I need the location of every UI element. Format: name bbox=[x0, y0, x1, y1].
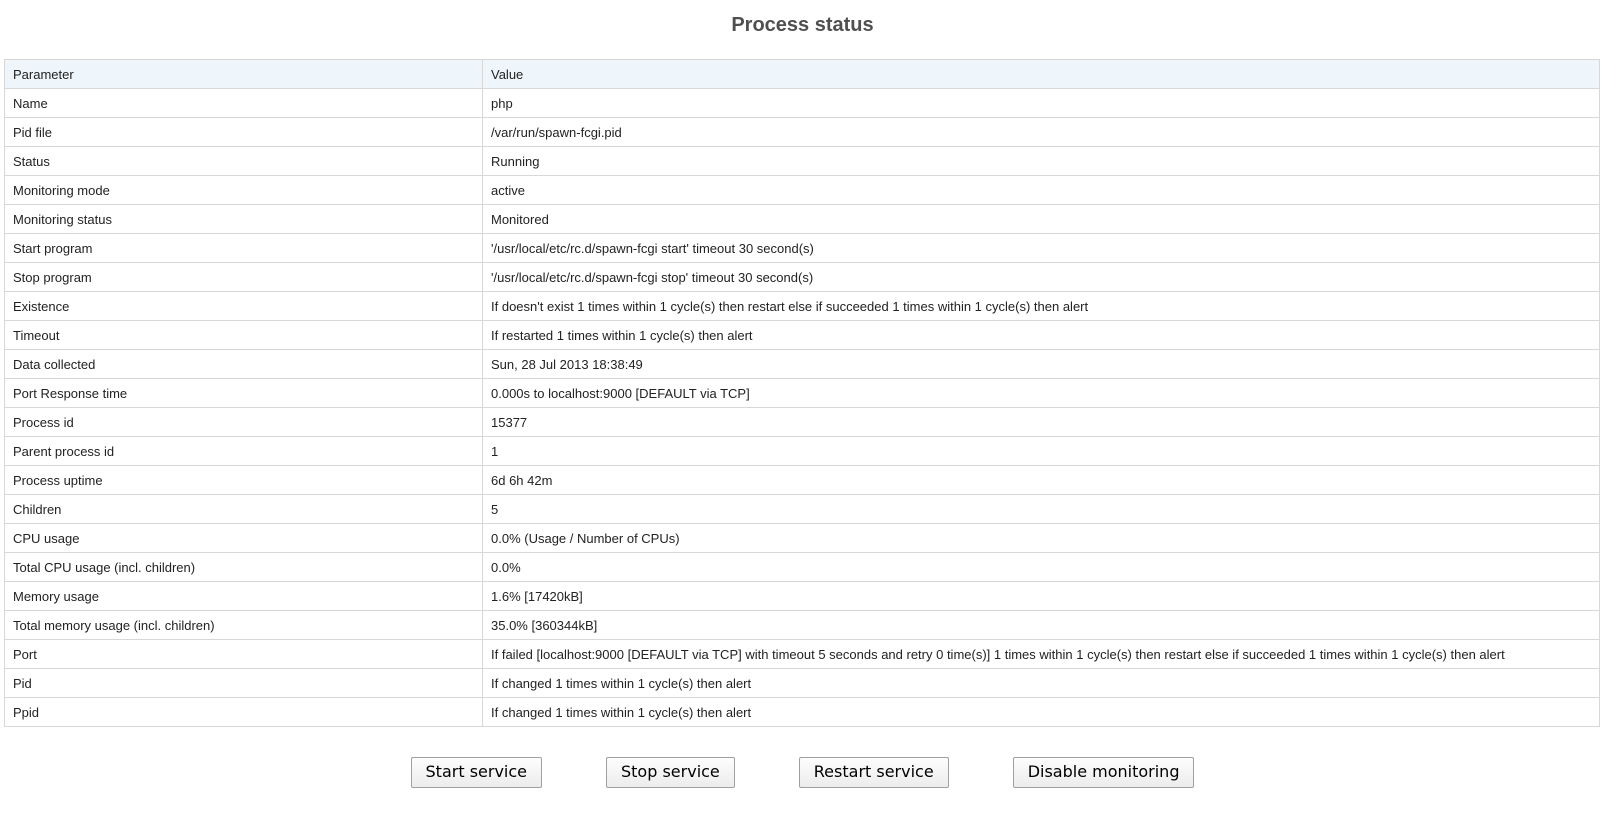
row-value: active bbox=[483, 176, 1600, 205]
row-parameter: Pid bbox=[5, 669, 483, 698]
table-row bbox=[5, 553, 1600, 582]
row-parameter: Monitoring mode bbox=[5, 176, 483, 205]
table-row bbox=[5, 582, 1600, 611]
row-value: '/usr/local/etc/rc.d/spawn-fcgi start' timeout 30 second(s) bbox=[483, 234, 1600, 263]
row-parameter: Name bbox=[5, 89, 483, 118]
table-row bbox=[5, 292, 1600, 321]
row-parameter: Ppid bbox=[5, 698, 483, 727]
row-value: Sun, 28 Jul 2013 18:38:49 bbox=[483, 350, 1600, 379]
row-value: '/usr/local/etc/rc.d/spawn-fcgi stop' timeout 30 second(s) bbox=[483, 263, 1600, 292]
row-value: 1 bbox=[483, 437, 1600, 466]
row-parameter: Monitoring status bbox=[5, 205, 483, 234]
row-value: If doesn't exist 1 times within 1 cycle(s) then restart else if succeeded 1 times within 1 cycle(s) then alert bbox=[483, 292, 1600, 321]
table-row bbox=[5, 176, 1600, 205]
row-value: 5 bbox=[483, 495, 1600, 524]
row-parameter: Stop program bbox=[5, 263, 483, 292]
restart-service-button[interactable]: Restart service bbox=[799, 757, 949, 788]
table-row bbox=[5, 147, 1600, 176]
row-parameter: Port bbox=[5, 640, 483, 669]
table-row bbox=[5, 408, 1600, 437]
row-value: If changed 1 times within 1 cycle(s) then alert bbox=[483, 669, 1600, 698]
row-parameter: Total CPU usage (incl. children) bbox=[5, 553, 483, 582]
row-value: If failed [localhost:9000 [DEFAULT via TCP] with timeout 5 seconds and retry 0 time(s)] 1 times within 1 cycle(s) then restart else if succeeded 1 times within 1 cycle(s) then alert bbox=[483, 640, 1600, 669]
row-parameter: Port Response time bbox=[5, 379, 483, 408]
table-row bbox=[5, 437, 1600, 466]
disable-monitoring-button[interactable]: Disable monitoring bbox=[1013, 757, 1195, 788]
action-button-bar bbox=[0, 757, 1605, 812]
table-row bbox=[5, 89, 1600, 118]
row-value: Monitored bbox=[483, 205, 1600, 234]
row-value: /var/run/spawn-fcgi.pid bbox=[483, 118, 1600, 147]
row-value: 0.000s to localhost:9000 [DEFAULT via TCP] bbox=[483, 379, 1600, 408]
column-header-value: Value bbox=[483, 60, 1600, 89]
row-parameter: Data collected bbox=[5, 350, 483, 379]
row-parameter: Total memory usage (incl. children) bbox=[5, 611, 483, 640]
row-value: php bbox=[483, 89, 1600, 118]
table-row bbox=[5, 669, 1600, 698]
table-row bbox=[5, 350, 1600, 379]
row-value: 0.0% (Usage / Number of CPUs) bbox=[483, 524, 1600, 553]
table-row bbox=[5, 118, 1600, 147]
row-parameter: CPU usage bbox=[5, 524, 483, 553]
row-value: Running bbox=[483, 147, 1600, 176]
table-row bbox=[5, 205, 1600, 234]
row-parameter: Memory usage bbox=[5, 582, 483, 611]
table-body bbox=[5, 89, 1600, 727]
stop-service-button[interactable]: Stop service bbox=[606, 757, 735, 788]
row-parameter: Children bbox=[5, 495, 483, 524]
table-row bbox=[5, 611, 1600, 640]
row-parameter: Process id bbox=[5, 408, 483, 437]
table-row bbox=[5, 640, 1600, 669]
row-parameter: Existence bbox=[5, 292, 483, 321]
row-value: 6d 6h 42m bbox=[483, 466, 1600, 495]
process-status-table bbox=[4, 59, 1600, 727]
row-parameter: Start program bbox=[5, 234, 483, 263]
table-header-row bbox=[5, 60, 1600, 89]
table-row bbox=[5, 234, 1600, 263]
row-parameter: Process uptime bbox=[5, 466, 483, 495]
start-service-button[interactable]: Start service bbox=[411, 757, 542, 788]
row-value: 0.0% bbox=[483, 553, 1600, 582]
table-row bbox=[5, 524, 1600, 553]
table-row bbox=[5, 321, 1600, 350]
table-row bbox=[5, 698, 1600, 727]
row-parameter: Status bbox=[5, 147, 483, 176]
table-row bbox=[5, 495, 1600, 524]
column-header-parameter: Parameter bbox=[5, 60, 483, 89]
process-status-page bbox=[0, 14, 1605, 812]
row-parameter: Parent process id bbox=[5, 437, 483, 466]
row-value: 15377 bbox=[483, 408, 1600, 437]
row-parameter: Pid file bbox=[5, 118, 483, 147]
row-parameter: Timeout bbox=[5, 321, 483, 350]
row-value: If restarted 1 times within 1 cycle(s) then alert bbox=[483, 321, 1600, 350]
table-row bbox=[5, 466, 1600, 495]
row-value: If changed 1 times within 1 cycle(s) then alert bbox=[483, 698, 1600, 727]
table-row bbox=[5, 379, 1600, 408]
row-value: 35.0% [360344kB] bbox=[483, 611, 1600, 640]
page-title: Process status bbox=[731, 14, 874, 36]
table-row bbox=[5, 263, 1600, 292]
row-value: 1.6% [17420kB] bbox=[483, 582, 1600, 611]
